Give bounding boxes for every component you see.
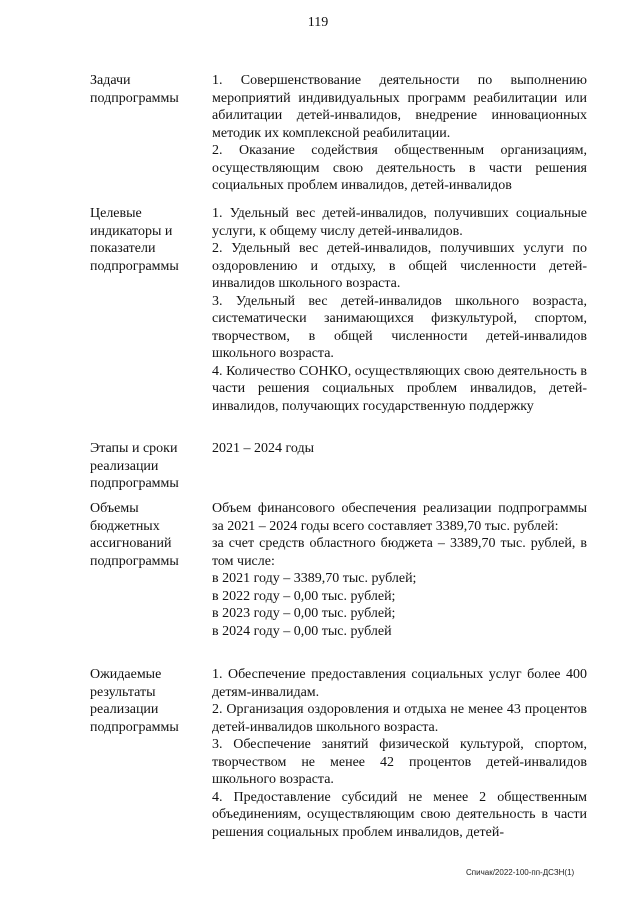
content-item: в 2023 году – 0,00 тыс. рублей; <box>212 606 396 621</box>
row-content <box>212 440 587 458</box>
label-line: Целевые <box>90 206 142 221</box>
label-line: реализации <box>90 458 159 474</box>
content-item: в 2024 году – 0,00 тыс. рублей <box>212 623 392 639</box>
label-line: подпрограммы <box>90 719 179 735</box>
row-content <box>212 500 587 640</box>
label-line: результаты <box>90 684 156 700</box>
content-item: 2. Организация оздоровления и отдыха не менее 43 процентов детей-инвалидов школьного возраста. <box>212 702 587 735</box>
label-line: подпрограммы <box>90 90 179 106</box>
content-item: 1. Удельный вес детей-инвалидов, получивших социальные услуги, к общему числу детей-инвалидов. <box>212 206 587 239</box>
content-item: в 2022 году – 0,00 тыс. рублей; <box>212 588 396 604</box>
label-line: бюджетных <box>90 518 160 534</box>
row-content <box>212 666 587 841</box>
document-footer-code: Спичак/2022-100-пп-ДСЗН(1) <box>466 868 575 877</box>
label-line: Задачи <box>90 73 131 88</box>
label-line: Этапы и сроки <box>90 441 178 456</box>
row-content <box>212 72 587 195</box>
content-item: 1. Совершенствование деятельности по выполнению мероприятий индивидуальных программ реабилитации или абилитации детей-инвалидов, внедрение инновационных методик их комплексной реабилитации. <box>212 73 587 141</box>
content-item: 4. Предоставление субсидий не менее 2 общественным объединениям, осуществляющим свою деятельность в части решения социальных проблем инвалидов, детей- <box>212 789 587 840</box>
content-item: 4. Количество СОНКО, осуществляющих свою деятельность в части решения социальных проблем инвалидов, детей-инвалидов, получающих государственную поддержку <box>212 363 587 414</box>
content-item: 3. Удельный вес детей-инвалидов школьного возраста, систематически занимающихся физкультурой, спортом, творчеством, в общей численности детей-инвалидов школьного возраста. <box>212 293 587 361</box>
row-label <box>90 500 202 570</box>
label-line: показатели <box>90 241 156 256</box>
row-label <box>90 205 202 275</box>
content-item: в 2021 году – 3389,70 тыс. рублей; <box>212 571 417 586</box>
row-label <box>90 666 202 736</box>
label-line: индикаторы и <box>90 223 173 239</box>
row-content <box>212 205 587 415</box>
row-label <box>90 440 202 493</box>
label-line: подпрограммы <box>90 476 179 491</box>
label-line: подпрограммы <box>90 553 179 569</box>
label-line: Ожидаемые <box>90 667 162 682</box>
label-line: Объемы <box>90 501 139 516</box>
content-item: 2021 – 2024 годы <box>212 441 315 456</box>
content-item: за счет средств областного бюджета – 3389,70 тыс. рублей, в том числе: <box>212 536 587 569</box>
content-item: 3. Обеспечение занятий физической культурой, спортом, творчеством не менее 42 процентов детей-инвалидов школьного возраста. <box>212 737 587 787</box>
content-item: 1. Обеспечение предоставления социальных услуг более 400 детям-инвалидам. <box>212 667 587 700</box>
content-item: 2. Удельный вес детей-инвалидов, получивших услуги по оздоровлению и отдыху, в общей численности детей-инвалидов школьного возраста. <box>212 241 587 291</box>
row-label <box>90 72 202 107</box>
label-line: подпрограммы <box>90 258 179 274</box>
content-item: 2. Оказание содействия общественным организациям, осуществляющим свою деятельность в части решения социальных проблем инвалидов, детей-инвалидов <box>212 143 587 193</box>
page-number: 119 <box>307 15 329 30</box>
content-item: Объем финансового обеспечения реализации подпрограммы за 2021 – 2024 годы всего составляет 3389,70 тыс. рублей: <box>212 501 587 534</box>
label-line: ассигнований <box>90 536 172 551</box>
label-line: реализации <box>90 702 159 717</box>
